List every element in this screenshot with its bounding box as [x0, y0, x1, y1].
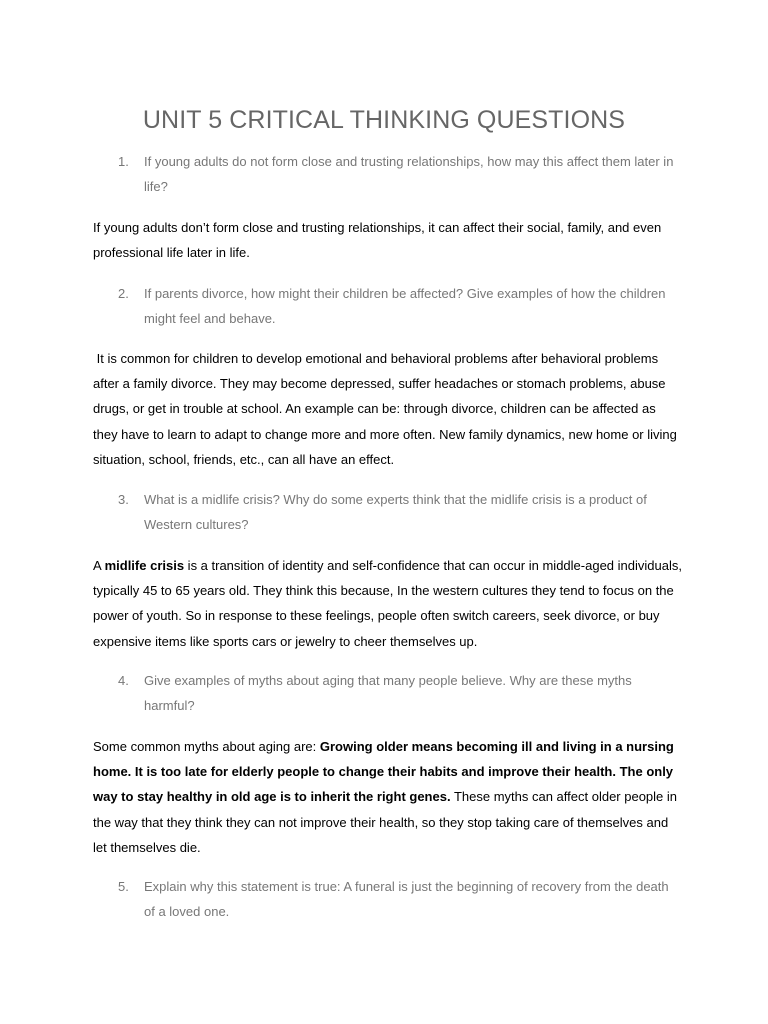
question-5 [118, 874, 678, 924]
question-text: Explain why this statement is true: A funeral is just the beginning of recovery from the death of a loved one. [144, 879, 669, 919]
question-3 [118, 487, 678, 537]
answer-2: It is common for children to develop emotional and behavioral problems after behavioral problems after a family divorce. They may become depressed, suffer headaches or stomach problems, abuse drugs, or get in trouble at school. An example can be: through divorce, children can be affected as they have to learn to adapt to change more and more often. New family dynamics, new home or living situation, school, friends, etc., can all have an effect. [93, 351, 681, 467]
answer-bold-myths: Growing older means becoming ill and living in a nursing home. It is too late for elderly people to change their habits and improve their health. The only way to stay healthy in old age is to inherit the right genes. [93, 739, 674, 805]
answer-3 [93, 553, 683, 654]
question-number: 4. [118, 673, 129, 688]
answer-1: If young adults don’t form close and trusting relationships, it can affect their social, family, and even professional life later in life. [93, 220, 662, 261]
answer-body: is a transition of identity and self-confidence that can occur in middle-aged individuals, typically 45 to 65 years old. They think this because, In the western cultures they tend to focus on the power of youth. So in response to these feelings, people often switch careers, seek divorce, or buy expensive items like sports cars or jewelry to cheer themselves up. [93, 558, 682, 649]
answer-prefix: A [93, 558, 105, 573]
question-number: 2. [118, 286, 129, 301]
question-1 [118, 149, 678, 199]
question-text: What is a midlife crisis? Why do some experts think that the midlife crisis is a product of Western cultures? [144, 492, 647, 532]
answer-body: These myths can affect older people in the way that they think they can not improve their health, so they stop taking care of themselves and let themselves die. [93, 789, 678, 855]
question-4 [118, 668, 678, 718]
question-text: If parents divorce, how might their children be affected? Give examples of how the children might feel and behave. [144, 286, 666, 326]
page-title: UNIT 5 CRITICAL THINKING QUESTIONS [142, 106, 626, 134]
question-2 [118, 281, 678, 331]
question-text: If young adults do not form close and trusting relationships, how may this affect them later in life? [144, 154, 674, 194]
answer-4 [93, 734, 683, 860]
question-number: 5. [118, 879, 129, 894]
question-text: Give examples of myths about aging that many people believe. Why are these myths harmful? [144, 673, 632, 713]
answer-bold-term: midlife crisis [104, 558, 185, 573]
answer-prefix: Some common myths about aging are: [93, 739, 320, 754]
question-number: 1. [118, 154, 129, 169]
question-number: 3. [118, 492, 129, 507]
